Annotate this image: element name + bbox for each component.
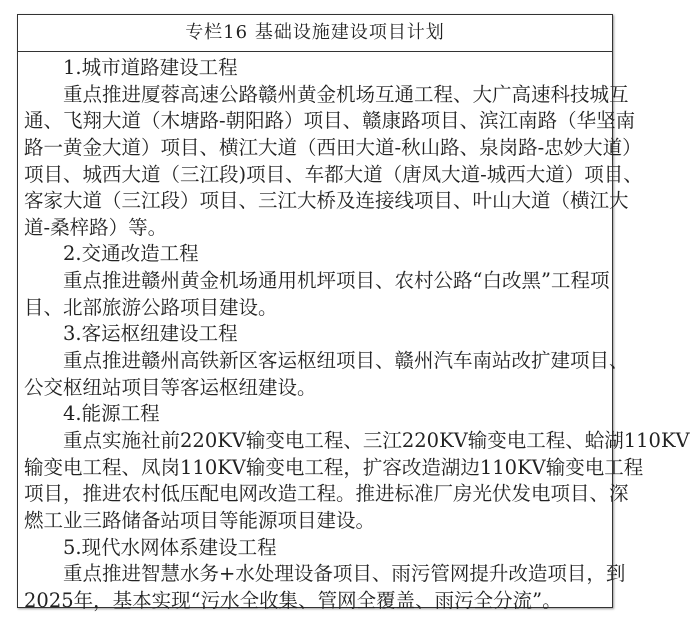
section-text-line: 客家大道（三江段）项目、三江大桥及连接线项目、叶山大道（横江大 (24, 189, 629, 213)
section-text-line: 2025年，基本实现“污水全收集、管网全覆盖、雨污全分流”。 (24, 588, 562, 612)
section-text-line: 输变电工程、凤岗110KV输变电工程，扩容改造湖边110KV输变电工程 (24, 455, 644, 479)
section-text-line: 道-桑梓路）等。 (24, 215, 168, 239)
section-heading: 3.客运枢纽建设工程 (63, 322, 238, 346)
section-heading: 4.能源工程 (63, 402, 160, 426)
section-text-line: 燃工业三路储备站项目等能源项目建设。 (24, 508, 376, 532)
section-text-line: 重点推进赣州高铁新区客运枢纽项目、赣州汽车南站改扩建项目、 (63, 349, 629, 373)
section-heading: 5.现代水网体系建设工程 (63, 535, 277, 559)
table-title: 专栏16 基础设施建设项目计划 (18, 15, 612, 52)
section-text-line: 通、飞翔大道（木塘路-朝阳路）项目、赣康路项目、滨江南路（华坚南 (24, 109, 636, 133)
section-text-line: 重点实施社前220KV输变电工程、三江220KV输变电工程、蛤湖110KV (63, 428, 690, 452)
section-text-line: 重点推进赣州黄金机场通用机坪项目、农村公路“白改黑”工程项 (63, 269, 610, 293)
section-text-line: 重点推进智慧水务+水处理设备项目、雨污管网提升改造项目，到 (63, 562, 626, 586)
section-heading: 2.交通改造工程 (63, 242, 199, 266)
section-heading: 1.城市道路建设工程 (63, 56, 238, 79)
section-text-line: 项目，推进农村低压配电网改造工程。推进标准厂房光伏发电项目、深 (24, 482, 629, 506)
plan-table (17, 14, 690, 612)
section-text-line: 项目、城西大道（三江段)项目、车都大道（唐凤大道-城西大道）项目、 (24, 162, 643, 186)
section-text-line: 重点推进厦蓉高速公路赣州黄金机场互通工程、大广高速科技城互 (63, 82, 629, 106)
table-body (18, 52, 690, 614)
section-text-line: 公交枢纽站项目等客运枢纽建设。 (24, 375, 317, 399)
section-text-line: 目、北部旅游公路项目建设。 (24, 295, 278, 319)
section-text-line: 路一黄金大道）项目、横江大道（西田大道-秋山路、泉岗路-忠妙大道） (24, 135, 642, 159)
